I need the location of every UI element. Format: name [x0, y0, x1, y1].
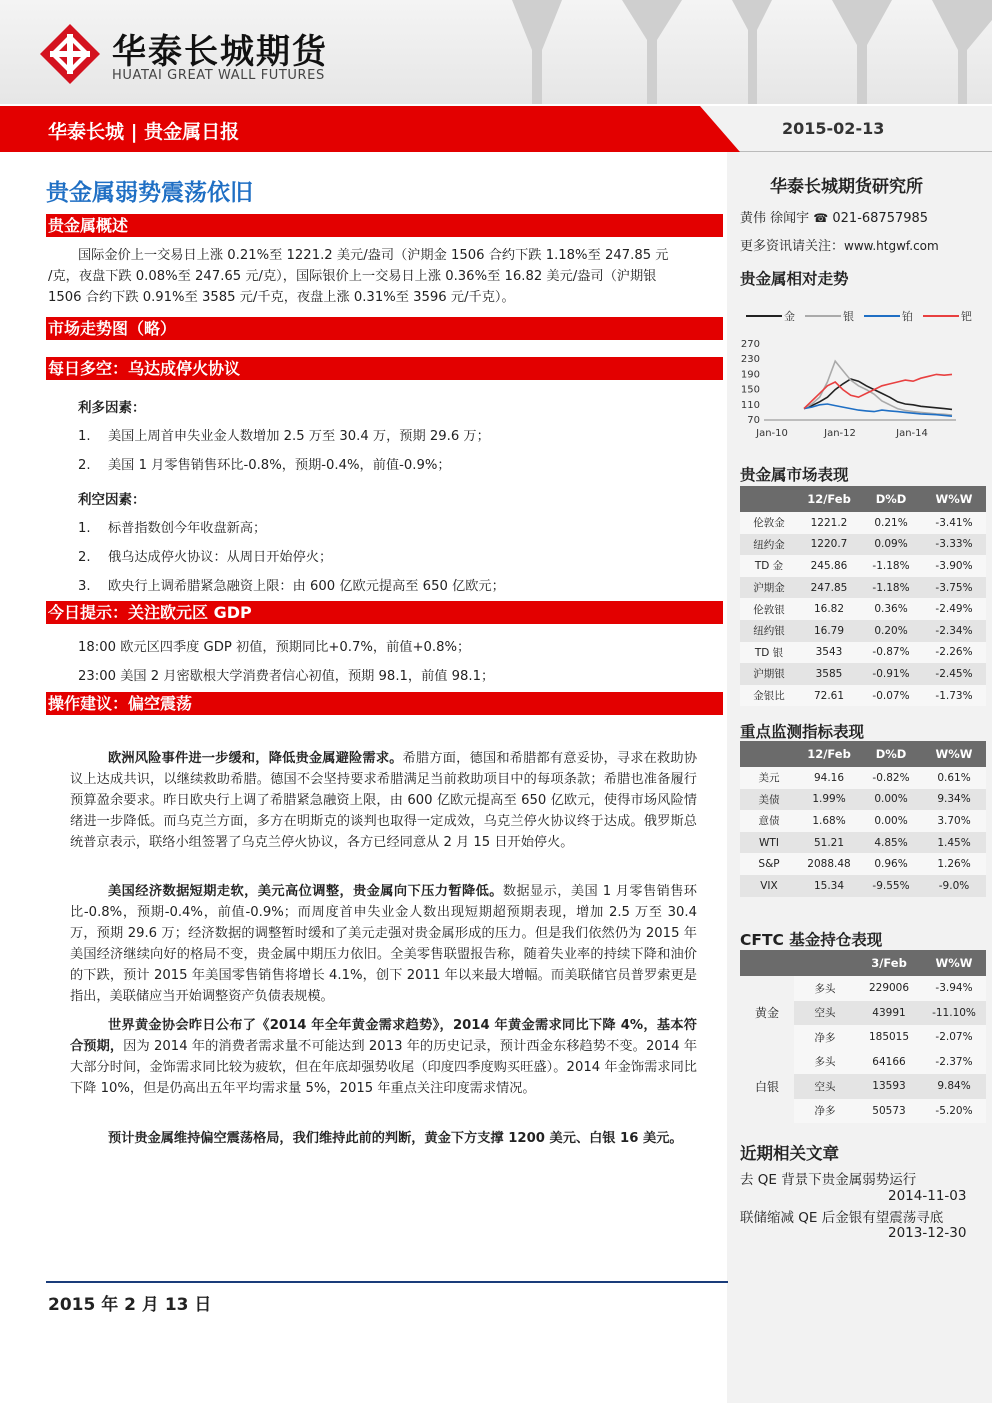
table-cell: 4.85% — [860, 832, 922, 854]
table-row — [740, 555, 986, 577]
analysis-paragraph: 美国经济数据短期走软，美元高位调整，贵金属向下压力暂降低。数据显示，美国 1 月零售销售环比-0.8%，预期-0.4%，前值-0.9%；而周度首申失业金人数出现短期超预期表现，增加 2.5 万至 30.4 万，预期 29.6 万；经济数据的调整暂时缓和了美元走强对贵金属形成的压力。但是我们依然仍为 2015 年美国经济继续向好的格局不变，贵金属中期压力依旧。全美零售联盟报告称，随着失业率的持续下降和油价的下跌，预计 2015 年美国零售销售将增长 4.1%，创下 2011 年以来最大增幅。而美联储官员普罗索更是指出，美联储应当开始调整资产负债表规模。 — [70, 884, 697, 1004]
table-cell: -1.18% — [860, 555, 922, 577]
table-cell: 美元 — [740, 767, 798, 789]
cftc-position-table — [740, 950, 986, 1123]
table-cell: 纽约银 — [740, 620, 798, 642]
table-row — [740, 789, 986, 811]
y-tick-label: 150 — [740, 384, 760, 396]
report-date: 2015-02-13 — [782, 119, 885, 138]
table-row — [740, 598, 986, 620]
table-cell: 9.84% — [922, 1074, 986, 1099]
report-banner — [0, 106, 992, 152]
column-header: W%W — [922, 741, 986, 767]
list-item: 1. 标普指数创今年收盘新高； — [78, 521, 267, 536]
table-cell: 0.36% — [860, 598, 922, 620]
table-cell: -9.55% — [860, 875, 922, 897]
list-item: 1. 美国上周首申失业金人数增加 2.5 万至 30.4 万，预期 29.6 万； — [78, 429, 490, 444]
author-phone: 021-68757985 — [832, 211, 929, 226]
table-cell: 3543 — [798, 642, 860, 664]
y-tick-label: 270 — [740, 339, 760, 350]
table-cell: 空头 — [794, 1074, 856, 1099]
table-row — [740, 853, 986, 875]
header-decoration — [472, 0, 992, 104]
table-cell: 1.99% — [798, 789, 860, 811]
table-row — [740, 875, 986, 897]
column-header: 12/Feb — [798, 741, 860, 767]
table-cell: 16.82 — [798, 598, 860, 620]
company-logo-icon — [40, 24, 100, 84]
table-cell: -2.07% — [922, 1025, 986, 1050]
y-tick-label: 110 — [740, 399, 760, 411]
x-tick-label: Jan-14 — [896, 428, 928, 439]
table-cell: 245.86 — [798, 555, 860, 577]
table-cell: -0.87% — [860, 642, 922, 664]
company-name-cn: 华泰长城期货 — [112, 32, 328, 72]
table-cell: 1.26% — [922, 853, 986, 875]
column-header: D%D — [860, 741, 922, 767]
table-row — [740, 1050, 986, 1075]
y-tick-label: 230 — [740, 354, 760, 366]
section-chart-heading: 市场走势图（略） — [46, 317, 723, 340]
list-item: 2. 美国 1 月零售销售环比-0.8%，预期-0.4%，前值-0.9%； — [78, 458, 451, 473]
legend-item-platinum: 铂 — [864, 308, 913, 324]
relative-trend-title: 贵金属相对走势 — [740, 270, 849, 288]
table-cell: 229006 — [856, 976, 922, 1001]
table-cell: 247.85 — [798, 577, 860, 599]
chart-legend — [746, 308, 978, 324]
table-cell: 沪期银 — [740, 663, 798, 685]
legend-item-silver: 银 — [805, 308, 854, 324]
author-line — [740, 207, 928, 226]
table-cell: 0.00% — [860, 789, 922, 811]
page-header — [0, 0, 992, 104]
section-overview-heading: 贵金属概述 — [46, 214, 723, 237]
table-cell: -0.07% — [860, 685, 922, 707]
table-cell: -0.91% — [860, 663, 922, 685]
article-date: 2014-11-03 — [888, 1188, 967, 1204]
table-cell: 9.34% — [922, 789, 986, 811]
tip-item: 23:00 美国 2 月密歇根大学消费者信心初值，预期 98.1，前值 98.1； — [78, 669, 495, 684]
table-cell: -0.82% — [860, 767, 922, 789]
table-cell: 多头 — [794, 1050, 856, 1075]
overview-line: 1506 合约下跌 0.91%至 3585 元/千克，夜盘上涨 0.31%至 3596 元/千克）。 — [48, 290, 515, 305]
table-cell: -5.20% — [922, 1099, 986, 1124]
table-cell: 0.09% — [860, 534, 922, 556]
analysis-paragraph: 预计贵金属维持偏空震荡格局，我们维持此前的判断，黄金下方支撑 1200 美元、白银 16 美元。 — [108, 1131, 683, 1146]
table-cell: 1220.7 — [798, 534, 860, 556]
table-cell: 净多 — [794, 1025, 856, 1050]
table-cell: 43991 — [856, 1001, 922, 1026]
tip-item: 18:00 欧元区四季度 GDP 初值，预期同比+0.7%，前值+0.8%； — [78, 640, 471, 655]
table-row — [740, 767, 986, 789]
table-cell: -9.0% — [922, 875, 986, 897]
table-cell: 净多 — [794, 1099, 856, 1124]
table-cell: 沪期金 — [740, 577, 798, 599]
analysis-paragraph: 世界黄金协会昨日公布了《2014 年全年黄金需求趋势》，2014 年黄金需求同比下降 4%，基本符合预期，因为 2014 年的消费者需求量不可能达到 2013 年的历史记录，预计西金东移趋势不变。2014 年大部分时间，金饰需求同比较为疲软，但在年底却强势收尾（印度四季度购买旺盛）。2014 年金饰需求同比下降 10%，但是仍高出五年平均需求量 5%，2015 年重点关注印度需求情况。 — [70, 1018, 698, 1096]
table-cell: -2.49% — [922, 598, 986, 620]
table-cell: TD 银 — [740, 642, 798, 664]
column-header: W%W — [922, 486, 986, 512]
y-tick-label: 70 — [747, 415, 760, 426]
table-cell: -2.45% — [922, 663, 986, 685]
section-advice-heading: 操作建议：偏空震荡 — [46, 692, 723, 715]
bull-factors-heading: 利多因素： — [78, 400, 146, 416]
table-row — [740, 577, 986, 599]
table-row — [740, 512, 986, 534]
table-cell: -1.73% — [922, 685, 986, 707]
table-cell: VIX — [740, 875, 798, 897]
cftc-position-title: CFTC 基金持仓表现 — [740, 931, 883, 949]
table-cell: 13593 — [856, 1074, 922, 1099]
table-cell: -3.41% — [922, 512, 986, 534]
table-cell: 51.21 — [798, 832, 860, 854]
table-row — [740, 534, 986, 556]
legend-item-gold: 金 — [746, 308, 795, 324]
series-line-2 — [804, 404, 952, 416]
table-row — [740, 832, 986, 854]
list-item: 2. 俄乌达成停火协议：从周日开始停火； — [78, 550, 333, 565]
table-cell: 0.20% — [860, 620, 922, 642]
analysis-paragraph: 欧洲风险事件进一步缓和，降低贵金属避险需求。希腊方面，德国和希腊都有意妥协，寻求在救助协议上达成共识，以继续救助希腊。德国不会坚持要求希腊满足当前救助项目中的每项条款；希腊也准备履行预算盈余要求。昨日欧央行上调了希腊紧急融资上限，由 600 亿欧元提高至 650 亿欧元，使得市场风险情绪进一步降低。而乌克兰方面，多方在明斯克的谈判也取得一定成效，乌克兰停火协议终于达成。俄罗斯总统普京表示，联络小组签署了乌克兰停火协议，各方已经同意从 2 月 15 日开始停火。 — [70, 751, 698, 850]
table-cell: 64166 — [856, 1050, 922, 1075]
table-cell: WTI — [740, 832, 798, 854]
phone-icon: ☎ — [813, 211, 829, 225]
table-cell: 伦敦银 — [740, 598, 798, 620]
table-row — [740, 642, 986, 664]
author-names: 黄伟 徐闻宇 — [740, 211, 810, 226]
footer-date: 2015 年 2 月 13 日 — [48, 1295, 212, 1315]
list-item: 3. 欧央行上调希腊紧急融资上限：由 600 亿欧元提高至 650 亿欧元； — [78, 579, 505, 594]
bear-factors-heading: 利空因素： — [78, 492, 146, 508]
column-header: 3/Feb — [856, 950, 922, 976]
report-type-title: 华泰长城 | 贵金属日报 — [48, 121, 240, 143]
table-cell: 意债 — [740, 810, 798, 832]
market-performance-title: 贵金属市场表现 — [740, 466, 849, 484]
table-cell: 1221.2 — [798, 512, 860, 534]
x-tick-label: Jan-10 — [756, 428, 788, 439]
column-header: D%D — [860, 486, 922, 512]
article-date: 2013-12-30 — [888, 1225, 967, 1241]
overview-line: /克，夜盘下跌 0.08%至 247.65 元/克），国际银价上一交易日上涨 0.36%至 16.82 美元/盎司（沪期银 — [48, 269, 657, 284]
table-cell: -2.34% — [922, 620, 986, 642]
table-cell: 2088.48 — [798, 853, 860, 875]
table-row — [740, 810, 986, 832]
more-info-label: 更多资讯请关注： — [740, 239, 845, 254]
more-info-line — [740, 235, 939, 254]
column-header — [794, 950, 856, 976]
table-cell: -11.10% — [922, 1001, 986, 1026]
table-cell: -3.94% — [922, 976, 986, 1001]
group-label: 黄金 — [740, 976, 794, 1050]
column-header: W%W — [922, 950, 986, 976]
table-cell: 185015 — [856, 1025, 922, 1050]
table-cell: 空头 — [794, 1001, 856, 1026]
table-cell: 3.70% — [922, 810, 986, 832]
monitor-indicators-table — [740, 741, 986, 897]
table-cell: 1.45% — [922, 832, 986, 854]
column-header: 12/Feb — [798, 486, 860, 512]
table-cell: 0.61% — [922, 767, 986, 789]
group-label: 白银 — [740, 1050, 794, 1124]
table-cell: S&P — [740, 853, 798, 875]
overview-line: 国际金价上一交易日上涨 0.21%至 1221.2 美元/盎司（沪期金 1506 合约下跌 1.18%至 247.85 元 — [78, 248, 669, 263]
related-articles-title: 近期相关文章 — [740, 1144, 839, 1163]
table-row — [740, 685, 986, 707]
y-tick-label: 190 — [740, 369, 760, 381]
overview-paragraph — [48, 245, 722, 308]
table-cell: -2.37% — [922, 1050, 986, 1075]
table-cell: 金银比 — [740, 685, 798, 707]
table-cell: 0.00% — [860, 810, 922, 832]
table-cell: 伦敦金 — [740, 512, 798, 534]
table-cell: 纽约金 — [740, 534, 798, 556]
column-header — [740, 486, 798, 512]
research-institute-name: 华泰长城期货研究所 — [770, 177, 923, 197]
table-cell: 3585 — [798, 663, 860, 685]
article-link[interactable]: 去 QE 背景下贵金属弱势运行 — [740, 1172, 917, 1188]
table-cell: 72.61 — [798, 685, 860, 707]
column-header — [740, 741, 798, 767]
table-cell: 50573 — [856, 1099, 922, 1124]
table-row — [740, 976, 986, 1001]
table-cell: 15.34 — [798, 875, 860, 897]
table-cell: 94.16 — [798, 767, 860, 789]
table-cell: -3.90% — [922, 555, 986, 577]
footer-divider — [46, 1281, 728, 1283]
table-cell: 0.21% — [860, 512, 922, 534]
market-performance-table — [740, 486, 986, 706]
website-link[interactable]: www.htgwf.com — [844, 239, 939, 253]
relative-trend-chart — [736, 334, 962, 444]
section-tips-heading: 今日提示：关注欧元区 GDP — [46, 601, 723, 624]
table-cell: -3.33% — [922, 534, 986, 556]
table-cell: 多头 — [794, 976, 856, 1001]
x-tick-label: Jan-12 — [824, 428, 856, 439]
table-cell: 0.96% — [860, 853, 922, 875]
table-cell: TD 金 — [740, 555, 798, 577]
table-row — [740, 663, 986, 685]
table-cell: 16.79 — [798, 620, 860, 642]
company-name-en: HUATAI GREAT WALL FUTURES — [112, 68, 325, 83]
table-cell: -3.75% — [922, 577, 986, 599]
report-headline: 贵金属弱势震荡依旧 — [46, 180, 253, 206]
table-cell: 美债 — [740, 789, 798, 811]
table-cell: -1.18% — [860, 577, 922, 599]
section-daily-heading: 每日多空：乌达成停火协议 — [46, 357, 723, 380]
monitor-indicators-title: 重点监测指标表现 — [740, 723, 865, 741]
table-cell: 1.68% — [798, 810, 860, 832]
table-row — [740, 620, 986, 642]
article-link[interactable]: 联储缩减 QE 后金银有望震荡寻底 — [740, 1210, 944, 1226]
column-header — [740, 950, 794, 976]
legend-item-palladium: 钯 — [923, 308, 972, 324]
table-cell: -2.26% — [922, 642, 986, 664]
